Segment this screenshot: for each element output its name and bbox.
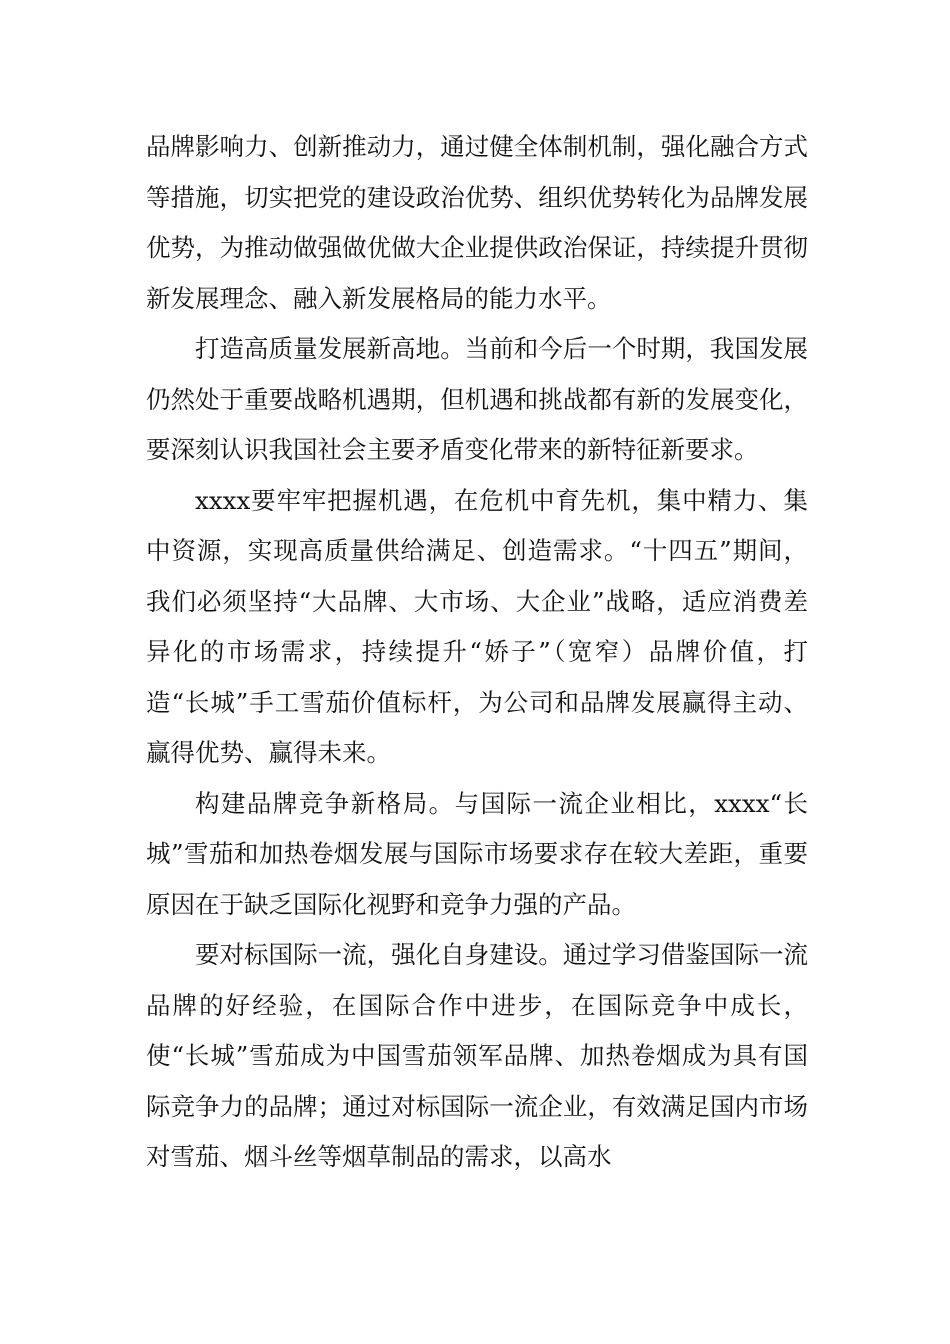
paragraph-3: xxxx要牢牢把握机遇，在危机中育先机，集中精力、集中资源，实现高质量供给满足、创造需求。“十四五”期间，我们必须坚持“大品牌、大市场、大企业”战略，适应消费差异化的市场需求，持续提升“娇子”（宽窄）品牌价值，打造“长城”手工雪茄价值标杆，为公司和品牌发展赢得主动、赢得优势、赢得未来。 (146, 485, 808, 767)
document-body (146, 122, 808, 1183)
paragraph-4: 构建品牌竞争新格局。与国际一流企业相比，xxxx“长城”雪茄和加热卷烟发展与国际市场要求存在较大差距，重要原因在于缺乏国际化视野和竞争力强的产品。 (146, 788, 808, 919)
paragraph-5: 要对标国际一流，强化自身建设。通过学习借鉴国际一流品牌的好经验，在国际合作中进步，在国际竞争中成长，使“长城”雪茄成为中国雪茄领军品牌、加热卷烟成为具有国际竞争力的品牌；通过对标国际一流企业，有效满足国内市场对雪茄、烟斗丝等烟草制品的需求，以高水 (146, 940, 808, 1171)
paragraph-2: 打造高质量发展新高地。当前和今后一个时期，我国发展仍然处于重要战略机遇期，但机遇和挑战都有新的发展变化，要深刻认识我国社会主要矛盾变化带来的新特征新要求。 (146, 334, 808, 464)
paragraph-1: 品牌影响力、创新推动力，通过健全体制机制，强化融合方式等措施，切实把党的建设政治优势、组织优势转化为品牌发展优势，为推动做强做优做大企业提供政治保证，持续提升贯彻新发展理念、融入新发展格局的能力水平。 (146, 132, 808, 313)
